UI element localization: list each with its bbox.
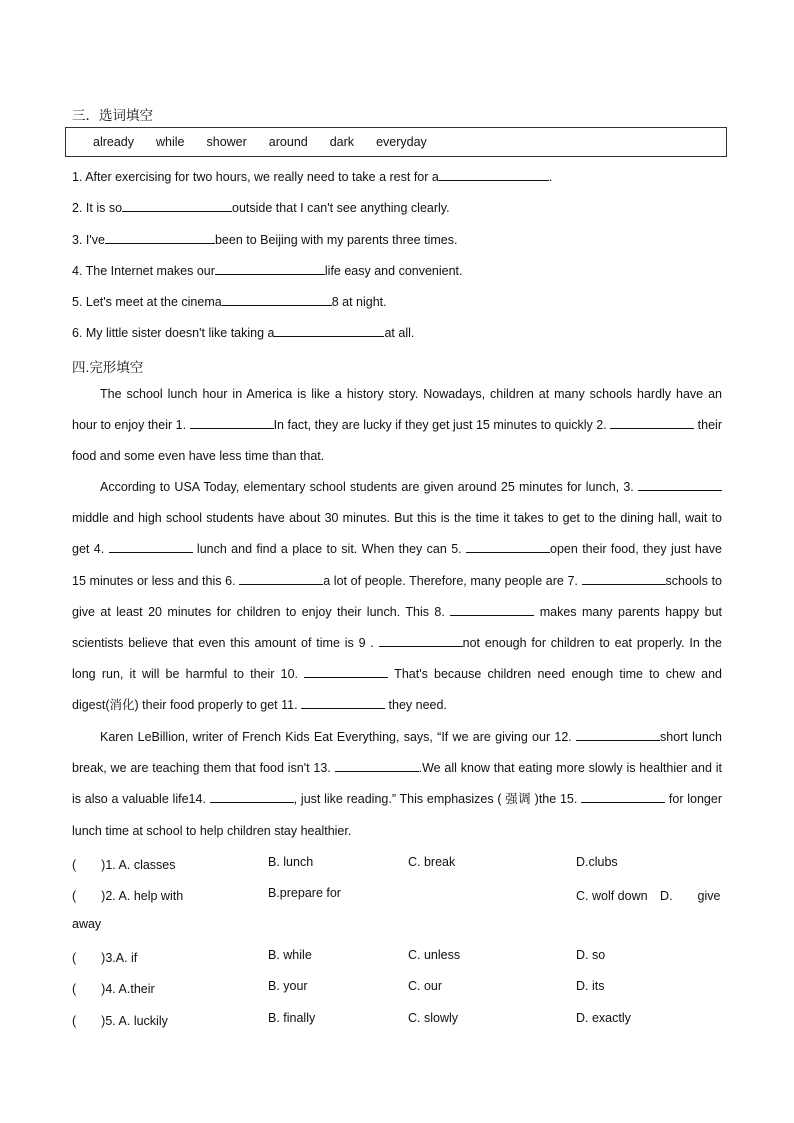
answer-blank[interactable] (215, 262, 325, 275)
cloze-blank-9[interactable] (379, 634, 463, 647)
answer-blank[interactable] (122, 199, 232, 212)
fill-sentence-5: 5. Let's meet at the cinema 8 at night. (72, 295, 387, 309)
option-d-continued: away (72, 917, 102, 931)
fill-sentence-3: 3. I've been to Beijing with my parents three times. (72, 233, 458, 247)
answer-blank[interactable] (274, 324, 384, 337)
word-bank-item: shower (206, 135, 247, 149)
cloze-paragraph-1: The school lunch hour in America is like a history story. Nowadays, children at many schools hardly have an hour to enjoy their 1. In fact, they are lucky if they get just 15 minutes to quickly 2. their food and some even have less time than that. (72, 387, 723, 464)
question-row-continued (72, 917, 722, 933)
option-b: B. while (268, 948, 312, 962)
fill-sentence-2: 2. It is so outside that I can't see anything clearly. (72, 201, 450, 215)
option-c: C. slowly (408, 1011, 459, 1025)
cloze-blank-11[interactable] (301, 696, 385, 709)
cloze-blank-4[interactable] (109, 540, 193, 553)
question-number: ( )3.A. if (72, 951, 138, 965)
cloze-blank-13[interactable] (335, 759, 419, 772)
cloze-blank-10[interactable] (304, 665, 388, 678)
question-row (72, 979, 722, 995)
cloze-blank-1[interactable] (190, 416, 274, 429)
word-bank (65, 127, 727, 157)
option-d: D. its (576, 979, 605, 993)
cloze-paragraph-2: According to USA Today, elementary school students are given around 25 minutes for lunch, 3. middle and high school students have about 30 minutes. But this is the time it takes to get to the dining hall, wait to get 4. lunch and find a place to sit. When they can 5. open their food, they just have 15 minutes or less and this 6. a lot of people. Therefore, many people are 7. schools to give at least 20 minutes for children to enjoy their lunch. This 8. makes many parents happy but scientists believe that even this amount of time is 9 . not enough for children to eat properly. In the long run, it will be harmful to their 10. That's because children need enough time to chew and digest(消化) their food properly to get 11. they need. (72, 480, 723, 713)
cloze-blank-5[interactable] (466, 540, 550, 553)
cloze-blank-7[interactable] (582, 572, 666, 585)
cloze-blank-3[interactable] (638, 478, 722, 491)
question-number: ( )5. A. luckily (72, 1014, 168, 1028)
cloze-blank-14[interactable] (210, 790, 294, 803)
word-bank-item: dark (329, 135, 355, 149)
fill-sentence-6: 6. My little sister doesn't like taking a at all. (72, 326, 415, 340)
option-b: B. your (268, 979, 308, 993)
question-row (72, 1011, 722, 1027)
question-row (72, 886, 722, 902)
question-row (72, 855, 722, 871)
question-number: ( )2. A. help with (72, 889, 184, 903)
section-3-title: 三．选词填空 (72, 108, 153, 123)
fill-sentence-4: 4. The Internet makes our life easy and convenient. (72, 264, 463, 278)
option-d: D.clubs (576, 855, 618, 869)
cloze-blank-8[interactable] (450, 603, 534, 616)
option-b: B. finally (268, 1011, 316, 1025)
option-c: C. break (408, 855, 456, 869)
option-d: D. so (576, 948, 606, 962)
word-bank-item: while (156, 135, 185, 149)
option-c: C. our (408, 979, 443, 993)
question-number: ( )4. A.their (72, 982, 155, 996)
word-bank-item: everyday (376, 135, 427, 149)
answer-blank[interactable] (105, 231, 215, 244)
option-c: C. unless (408, 948, 461, 962)
cloze-blank-15[interactable] (581, 790, 665, 803)
cloze-blank-12[interactable] (576, 728, 660, 741)
fill-sentence-1: 1. After exercising for two hours, we really need to take a rest for a . (72, 170, 553, 184)
cloze-blank-2[interactable] (610, 416, 694, 429)
word-bank-item: around (268, 135, 308, 149)
answer-blank[interactable] (222, 293, 332, 306)
section-4-title: 四.完形填空 (72, 360, 144, 375)
question-number: ( )1. A. classes (72, 858, 176, 872)
question-row (72, 948, 722, 964)
cloze-paragraph-3: Karen LeBillion, writer of French Kids Eat Everything, says, “If we are giving our 12. short lunch break, we are teaching them that food isn't 13. .We all know that eating more slowly is healthier and it is also a valuable life14. , just like reading.” This emphasizes ( 强调 )the 15. for longer lunch time at school to help children stay healthier. (72, 730, 722, 838)
word-bank-item: already (93, 135, 134, 149)
option-b: B.prepare for (268, 886, 341, 900)
option-cd: C. wolf down D. give (576, 889, 721, 903)
option-d: D. exactly (576, 1011, 631, 1025)
answer-blank[interactable] (439, 168, 549, 181)
cloze-blank-6[interactable] (239, 572, 323, 585)
option-b: B. lunch (268, 855, 314, 869)
